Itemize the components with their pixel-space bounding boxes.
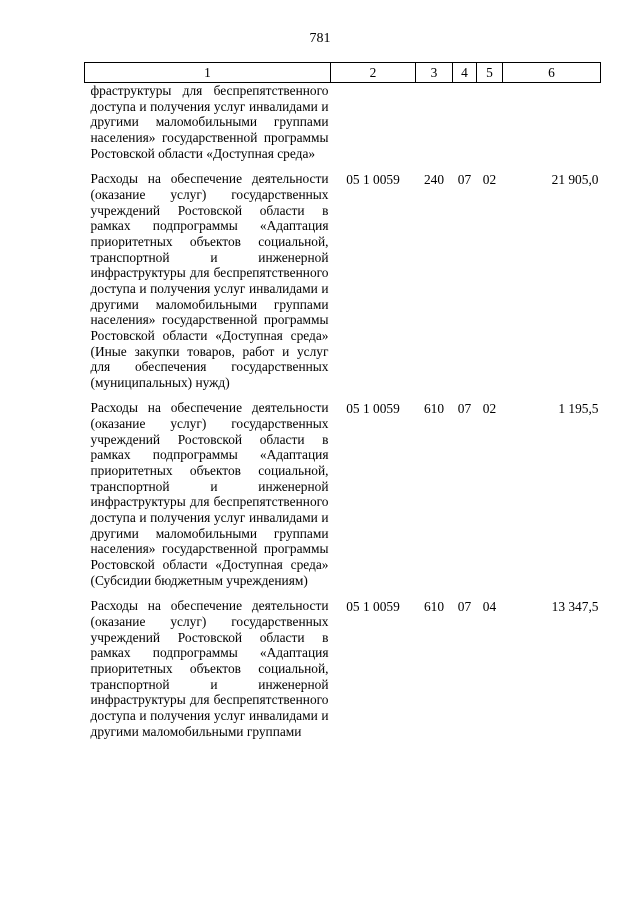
row-amount: 13 347,5 <box>551 599 599 615</box>
row-subsection <box>477 83 503 172</box>
row-section <box>453 83 477 172</box>
page-number: 781 <box>309 31 331 46</box>
row-subsection: 02 <box>482 401 497 417</box>
header-col-5: 5 <box>477 63 503 83</box>
row-description: Расходы на обеспечение деятельности (оказание услуг) государственных учреждений Ростовской области в рамках подпрограммы «Адаптация приоритетных объектов социальной, транспортной и инженерной инфраструктуры для беспрепятственного доступа и получения услуг инвалидами и другими маломобильными группами <box>90 598 329 739</box>
header-col-6: 6 <box>503 63 601 83</box>
header-col-1: 1 <box>85 63 331 83</box>
row-expense-type: 240 <box>423 172 445 188</box>
row-section: 07 <box>457 599 472 615</box>
header-col-4: 4 <box>453 63 477 83</box>
row-subsection: 02 <box>482 172 497 188</box>
budget-table <box>84 62 601 749</box>
row-target-article <box>331 83 416 172</box>
table-row <box>85 171 601 400</box>
row-description: Расходы на обеспечение деятельности (оказание услуг) государственных учреждений Ростовской области в рамках подпрограммы «Адаптация приоритетных объектов социальной, транспортной и инженерной инфраструктуры для беспрепятственного доступа и получения услуг инвалидами и другими маломобильными группами населения» государственной программы Ростовской области «Доступная среда» (Иные закупки товаров, работ и услуг для обеспечения государственных (муниципальных) нужд) <box>90 171 329 390</box>
row-target-article: 05 1 0059 <box>346 172 400 188</box>
table-row <box>85 400 601 598</box>
header-row <box>85 63 601 83</box>
table-row <box>85 83 601 172</box>
row-expense-type <box>416 83 453 172</box>
row-target-article: 05 1 0059 <box>346 599 400 615</box>
row-target-article: 05 1 0059 <box>346 401 400 417</box>
row-description: Расходы на обеспечение деятельности (оказание услуг) государственных учреждений Ростовской области в рамках подпрограммы «Адаптация приоритетных объектов социальной, транспортной и инженерной инфраструктуры для беспрепятственного доступа и получения услуг инвалидами и другими маломобильными группами населения» государственной программы Ростовской области «Доступная среда» (Субсидии бюджетным учреждениям) <box>90 400 329 588</box>
header-col-2: 2 <box>331 63 416 83</box>
row-subsection: 04 <box>482 599 497 615</box>
row-section: 07 <box>457 401 472 417</box>
table-body <box>85 83 601 750</box>
row-expense-type: 610 <box>423 401 445 417</box>
header-col-3: 3 <box>416 63 453 83</box>
row-amount: 1 195,5 <box>558 401 599 417</box>
row-amount: 21 905,0 <box>551 172 599 188</box>
row-section: 07 <box>457 172 472 188</box>
row-amount <box>503 83 601 172</box>
table-row <box>85 598 601 749</box>
table-header <box>85 63 601 83</box>
row-description: фраструктуры для беспрепятственного доступа и получения услуг инвалидами и другими маломобильными группами населения» государственной программы Ростовской области «Доступная среда» <box>90 83 329 161</box>
row-expense-type: 610 <box>423 599 445 615</box>
